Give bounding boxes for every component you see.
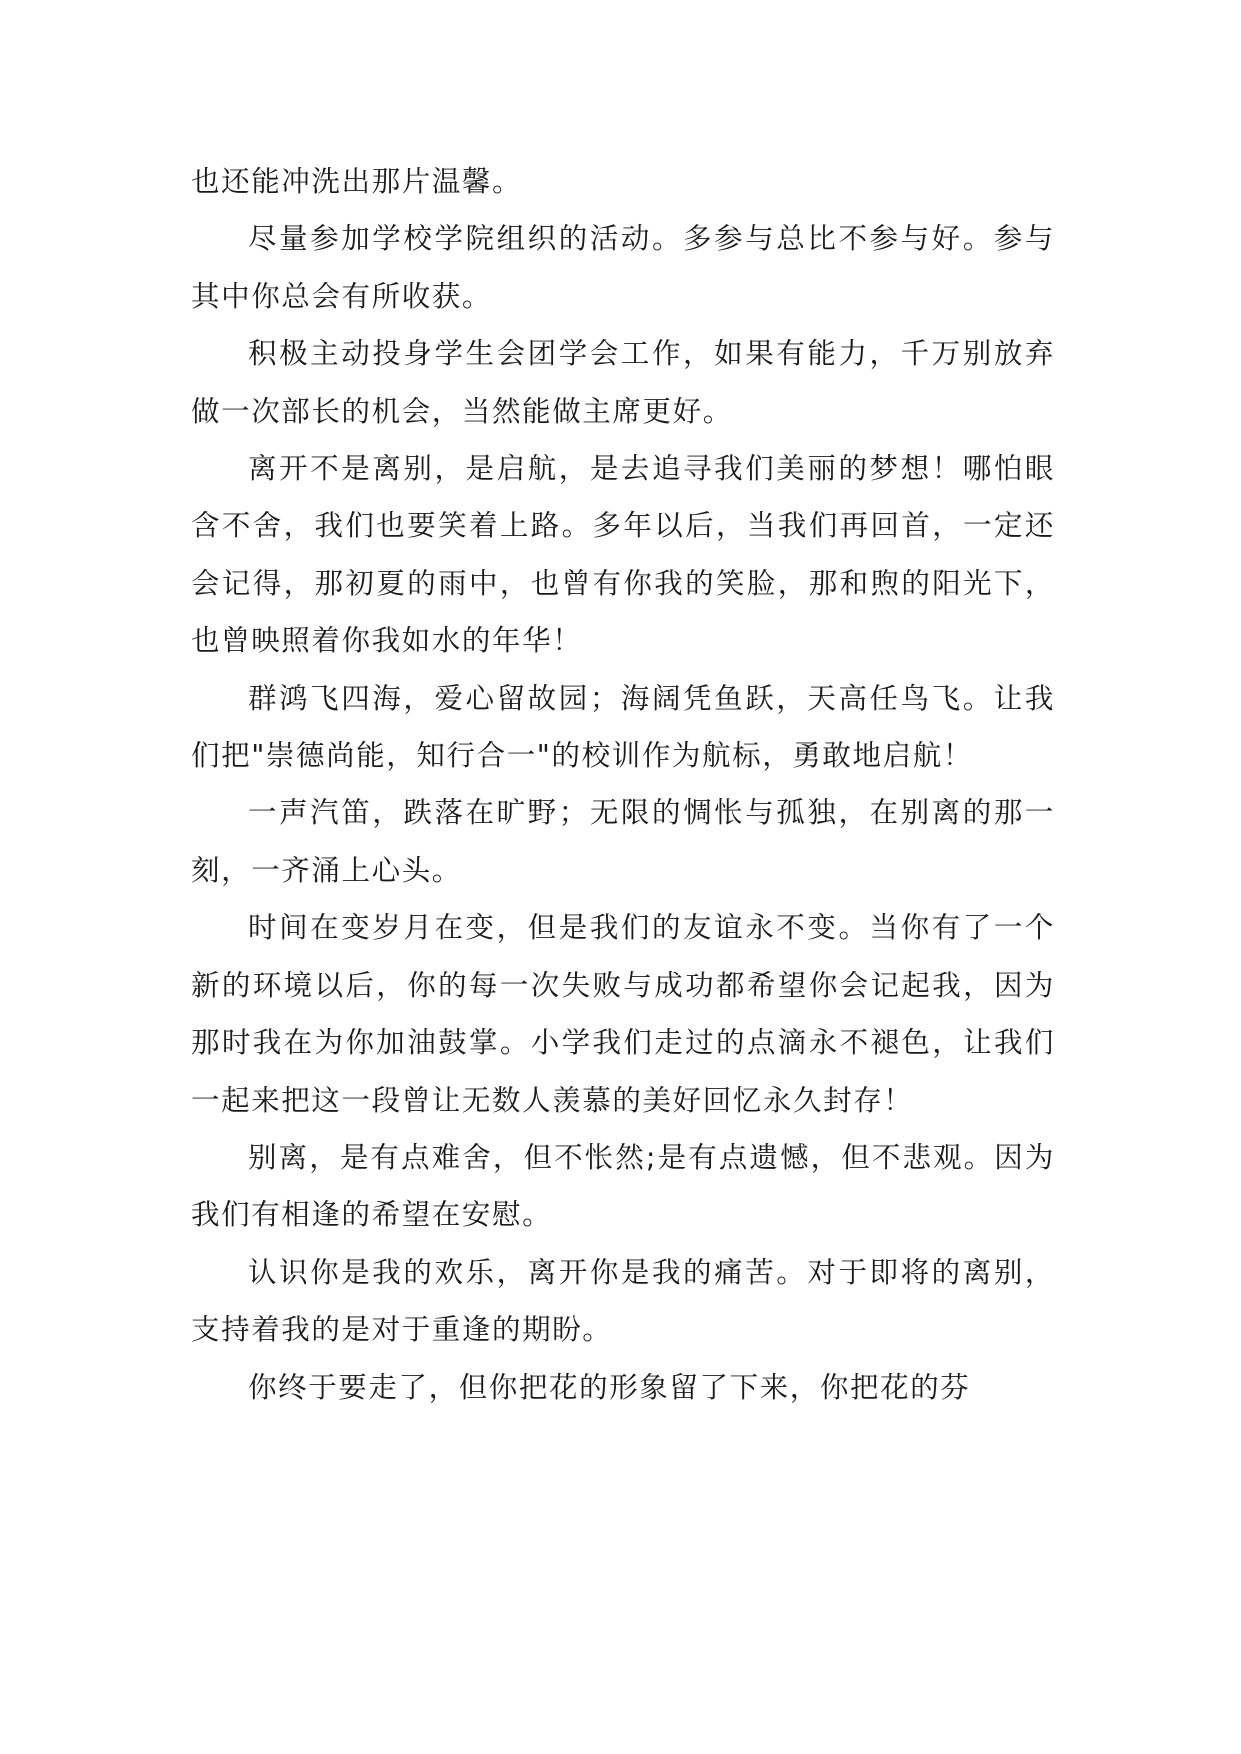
- paragraph: 时间在变岁月在变，但是我们的友谊永不变。当你有了一个新的环境以后，你的每一次失败与成功都希望你会记起我，因为那时我在为你加油鼓掌。小学我们走过的点滴永不褪色，让我们一起来把这一段曾让无数人羡慕的美好回忆永久封存！: [191, 911, 1055, 1117]
- paragraph: 也还能冲洗出那片温馨。: [191, 165, 523, 198]
- paragraph: 尽量参加学校学院组织的活动。多参与总比不参与好。参与其中你总会有所收获。: [191, 222, 1055, 313]
- paragraph: 认识你是我的欢乐，离开你是我的痛苦。对于即将的离别，支持着我的是对于重逢的期盼。: [191, 1255, 1055, 1347]
- paragraph: 离开不是离别，是启航，是去追寻我们美丽的梦想！哪怕眼含不舍，我们也要笑着上路。多年以后，当我们再回首，一定还会记得，那初夏的雨中，也曾有你我的笑脸，那和煦的阳光下，也曾映照着你我如水的年华！: [191, 452, 1055, 658]
- document-body: [191, 153, 1055, 1416]
- paragraph: 群鸿飞四海，爱心留故园；海阔凭鱼跃，天高任鸟飞。让我们把"崇德尚能，知行合一"的校训作为航标，勇敢地启航！: [191, 681, 1055, 773]
- paragraph: 积极主动投身学生会团学会工作，如果有能力，千万别放弃做一次部长的机会，当然能做主席更好。: [191, 337, 1055, 428]
- paragraph: 一声汽笛，跌落在旷野；无限的惆怅与孤独，在别离的那一刻，一齐涌上心头。: [191, 796, 1055, 887]
- paragraph: 别离，是有点难舍，但不怅然;是有点遗憾，但不悲观。因为我们有相逢的希望在安慰。: [191, 1140, 1055, 1232]
- paragraph: 你终于要走了，但你把花的形象留了下来，你把花的芬: [248, 1370, 971, 1404]
